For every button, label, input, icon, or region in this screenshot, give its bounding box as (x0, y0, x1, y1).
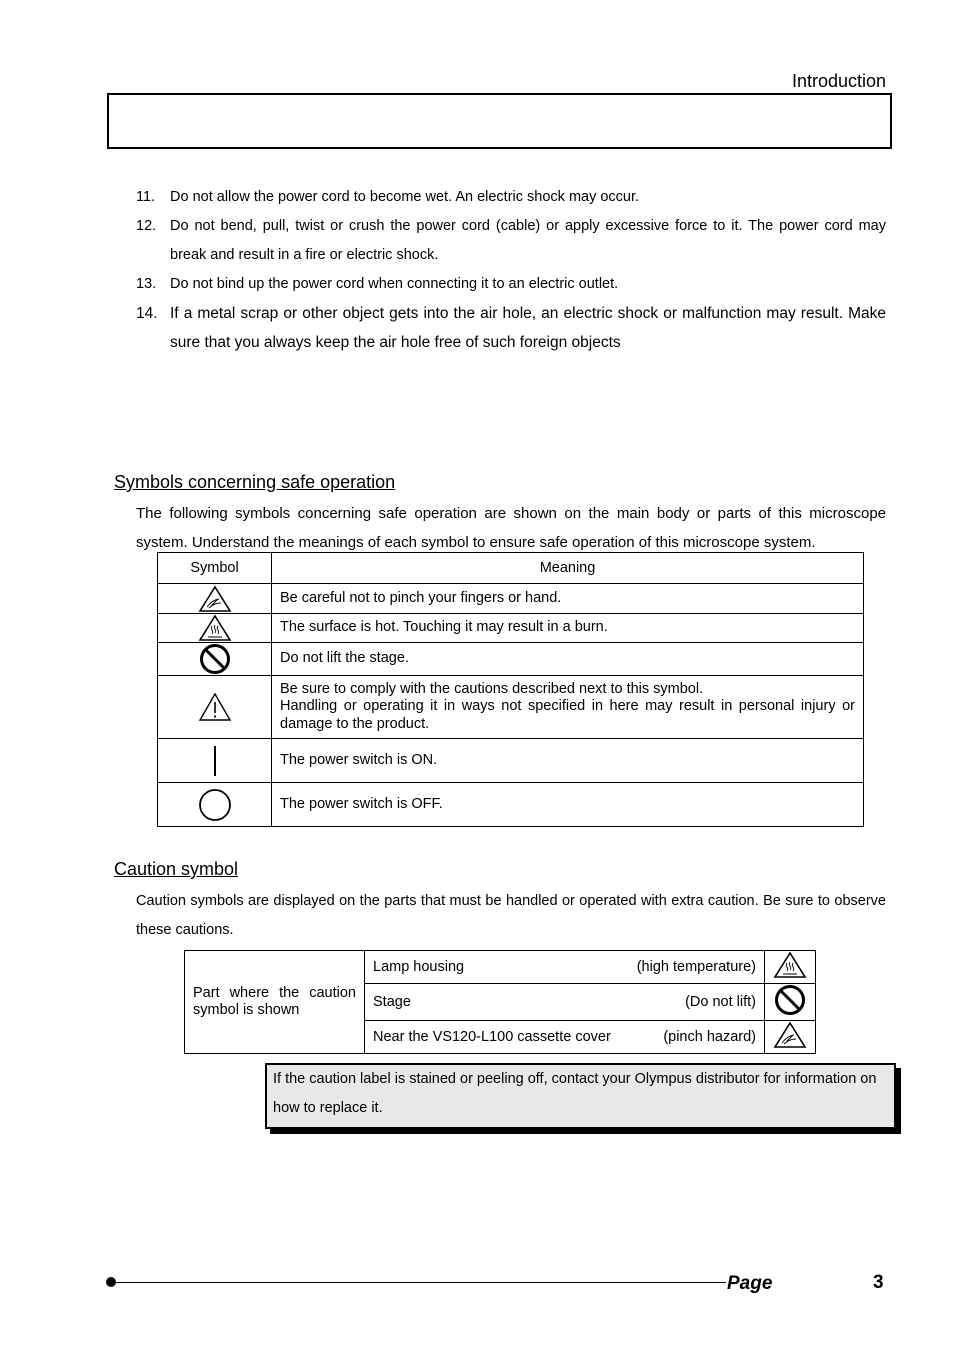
symbols-section-title: Symbols concerning safe operation (114, 472, 396, 492)
replacement-note: If the caution label is stained or peeling off, contact your Olympus distributor for information on how to replace it. (265, 1063, 896, 1129)
hot-surface-warning-icon (198, 614, 232, 642)
list-item: 13. Do not bind up the power cord when connecting it to an electric outlet. (136, 276, 619, 292)
table-header-row (158, 553, 864, 584)
power-off-icon (198, 788, 232, 822)
general-caution-icon (198, 692, 232, 722)
table-row: Be careful not to pinch your fingers or hand. (158, 584, 864, 614)
list-item: 12. Do not bend, pull, twist or crush the power cord (cable) or apply excessive force to it. The power cord may break and result in a fire or electric shock. (136, 218, 886, 263)
table-row: Be sure to comply with the cautions described next to this symbol. Handling or operating it in ways not specified in here may result in personal injury or damage to the product. (158, 676, 864, 739)
page-section-title: Introduction (791, 71, 886, 91)
table-row: The power switch is OFF. (158, 783, 864, 827)
list-item: 11. Do not allow the power cord to become wet. An electric shock may occur. (136, 189, 640, 205)
footer-page-label: Page (727, 1273, 773, 1294)
safety-list (136, 183, 886, 357)
part-label: Part where the caution symbol is shown (185, 951, 365, 1054)
table-row: Do not lift the stage. (158, 643, 864, 676)
power-on-icon (212, 745, 218, 777)
prohibited-icon (199, 643, 231, 675)
footer-rule (111, 1282, 726, 1283)
column-header-symbol: Symbol (158, 553, 272, 584)
column-header-meaning: Meaning (272, 553, 864, 584)
list-item: 14. If a metal scrap or other object gets into the air hole, an electric shock or malfunction may result. Make sure that you always keep the air hole free of such foreign objects (136, 305, 886, 351)
symbols-intro: The following symbols concerning safe operation are shown on the main body or parts of this microscope system. Understand the meanings of each symbol to ensure safe operation of this microscope system. (136, 505, 886, 551)
page-number: 3 (873, 1272, 884, 1293)
prohibited-icon (774, 984, 806, 1016)
table-row: Stage (Do not lift) (185, 984, 816, 1021)
pinch-warning-icon (773, 1021, 807, 1049)
table-row: Part where the caution symbol is shown Lamp housing (high temperature) (185, 951, 816, 984)
symbols-table (157, 552, 864, 827)
table-row: The power switch is ON. (158, 739, 864, 783)
header-box (107, 93, 892, 149)
table-row: The surface is hot. Touching it may result in a burn. (158, 614, 864, 643)
hot-surface-warning-icon (773, 951, 807, 979)
caution-table (184, 950, 816, 1054)
table-row: Near the VS120-L100 cassette cover (pinch hazard) (185, 1021, 816, 1054)
caution-intro: Caution symbols are displayed on the parts that must be handled or operated with extra caution. Be sure to observe these cautions. (136, 893, 886, 938)
pinch-warning-icon (198, 585, 232, 613)
caution-section-title: Caution symbol (114, 859, 239, 879)
